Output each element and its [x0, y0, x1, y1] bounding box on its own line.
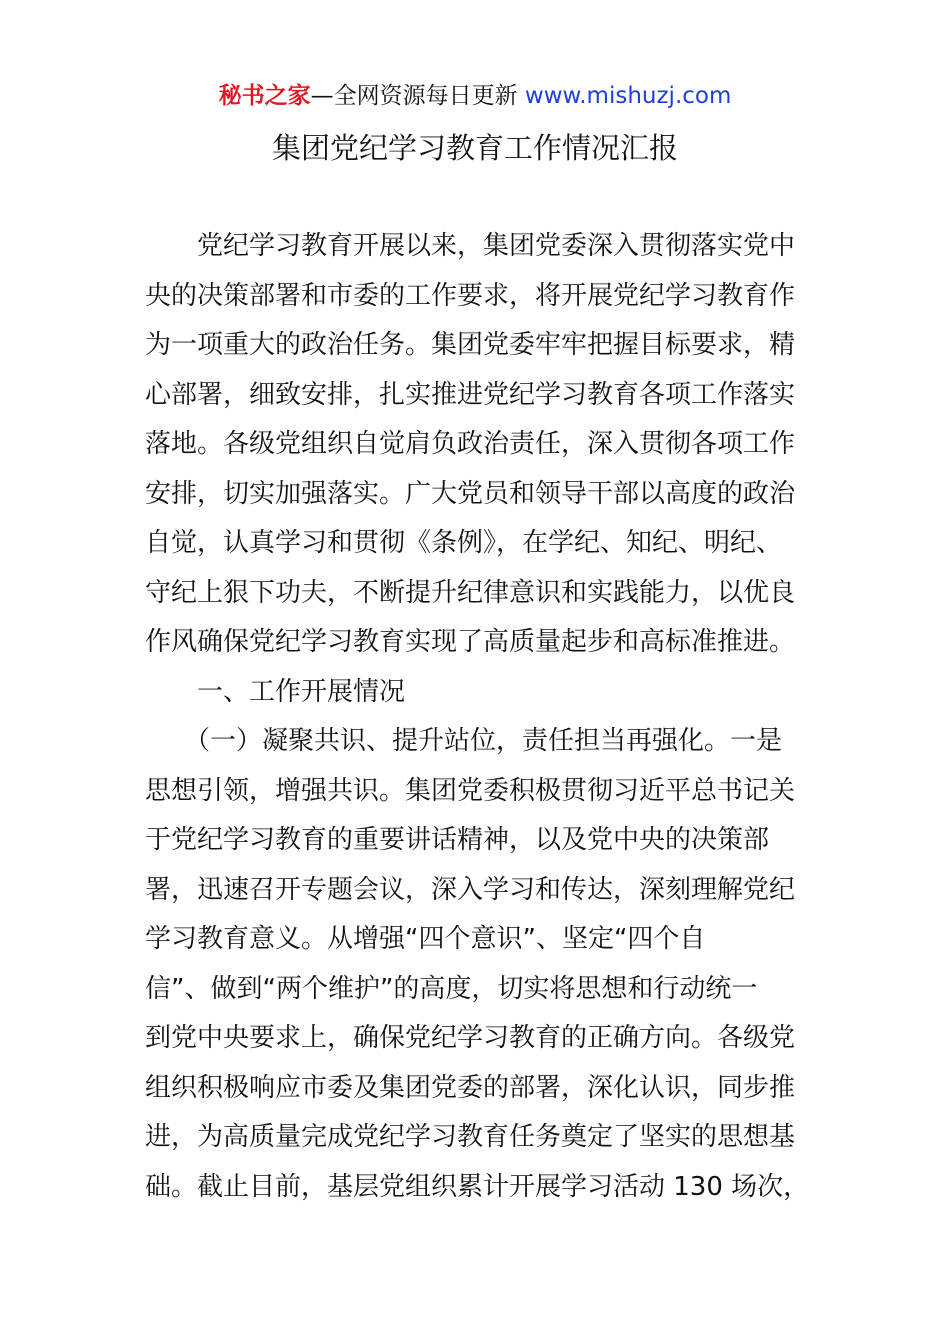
- body-line: 于党纪学习教育的重要讲话精神，以及党中央的决策部: [145, 825, 770, 855]
- body-line: 守纪上狠下功夫，不断提升纪律意识和实践能力，以优良: [145, 577, 796, 608]
- body-line: 到党中央要求上，确保党纪学习教育的正确方向。各级党: [145, 1023, 796, 1053]
- body-line: 础。截止目前，基层党组织累计开展学习活动 130 场次，: [145, 1171, 810, 1202]
- body-line: 为一项重大的政治任务。集团党委牢牢把握目标要求，精: [145, 330, 796, 360]
- body-line: 自觉，认真学习和贯彻《条例》，在学纪、知纪、明纪、: [145, 528, 783, 558]
- body-line: 作风确保党纪学习教育实现了高质量起步和高标准推进。: [145, 627, 796, 657]
- body-line: 心部署，细致安排，扎实推进党纪学习教育各项工作落实: [145, 379, 796, 410]
- body-line: 组织积极响应市委及集团党委的部署，深化认识，同步推: [145, 1072, 796, 1103]
- banner-tagline: —全网资源每日更新: [310, 83, 525, 109]
- body-line: 落地。各级党组织自觉肩负政治责任，深入贯彻各项工作: [145, 429, 796, 459]
- body-line: 央的决策部署和市委的工作要求，将开展党纪学习教育作: [145, 280, 796, 311]
- body-line: 一、工作开展情况: [145, 676, 406, 707]
- site-url-link[interactable]: www.mishuzj.com: [524, 83, 732, 109]
- body-line: 党纪学习教育开展以来，集团党委深入贯彻落实党中: [145, 231, 796, 261]
- body-line: 思想引领，增强共识。集团党委积极贯彻习近平总书记关: [145, 775, 796, 806]
- body-line: 署，迅速召开专题会议，深入学习和传达，深刻理解党纪: [145, 874, 796, 905]
- document-title: 集团党纪学习教育工作情况汇报: [271, 131, 678, 165]
- body-line: 学习教育意义。从增强“四个意识”、坚定“四个自: [145, 924, 706, 954]
- body-line: 安排，切实加强落实。广大党员和领导干部以高度的政治: [145, 478, 796, 509]
- brand-name: 秘书之家: [218, 83, 311, 109]
- site-banner: [0, 80, 950, 112]
- document-body: [145, 222, 815, 1212]
- body-line: 信”、做到“两个维护”的高度，切实将思想和行动统一: [145, 973, 758, 1004]
- body-line: 进，为高质量完成党纪学习教育任务奠定了坚实的思想基: [145, 1122, 796, 1152]
- body-line: （一）凝聚共识、提升站位，责任担当再强化。一是: [145, 726, 783, 756]
